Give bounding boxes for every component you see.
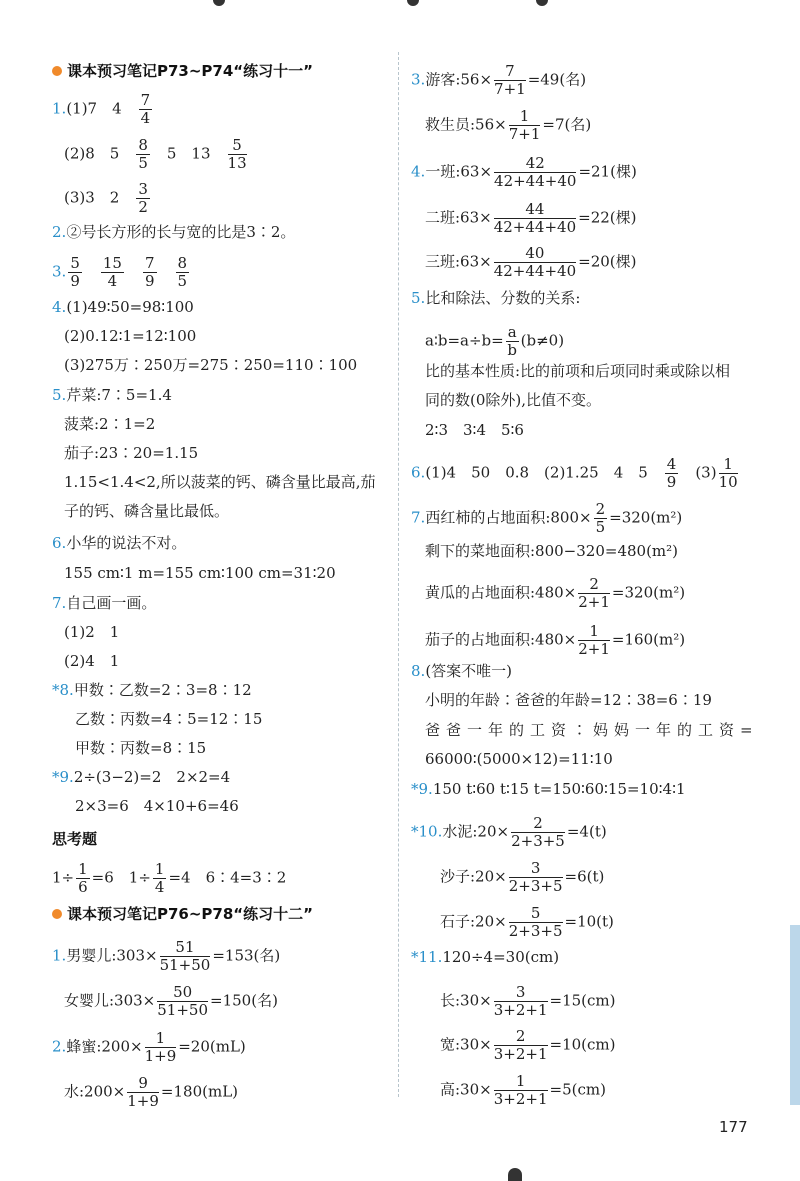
answer-line: 救生员:56× $\frac{1}{7+1}$ =7(名) [425, 107, 592, 143]
answer-line: 3. $\frac{5}{9}$ $\frac{15}{4}$ $\frac{7}{9}$ $\frac{8}{5}$ [52, 254, 188, 290]
answer-line: 茄子的占地面积:480× $\frac{1}{2+1}$ =160(m²) [425, 622, 686, 658]
answer-line: 爸爸一年的工资∶妈妈一年的工资= [425, 721, 759, 739]
answer-line: 三班:63× $\frac{40}{42+44+40}$ =20(棵) [425, 244, 637, 280]
answer-line: (2)8 5 $\frac{8}{5}$ 5 13 $\frac{5}{13}$ [64, 136, 247, 172]
bullet-dot-icon [52, 66, 62, 76]
answer-line: 水:200× $\frac{9}{1+9}$ =180(mL) [64, 1074, 239, 1110]
page-edge-tab [790, 925, 800, 1105]
answer-line: (1)2 1 [64, 623, 120, 641]
answer-line: 155 cm∶1 m=155 cm∶100 cm=31∶20 [64, 564, 336, 582]
answer-line: 石子:20× $\frac{5}{2+3+5}$ =10(t) [440, 904, 614, 940]
answer-line: 1.(1)7 4 $\frac{7}{4}$ [52, 91, 151, 127]
section-title: 课本预习笔记P73~P74“练习十一” [52, 60, 313, 81]
scan-mark [213, 0, 225, 6]
answer-line: 女婴儿:303× $\frac{50}{51+50}$ =150(名) [64, 983, 278, 1019]
bullet-dot-icon [52, 909, 62, 919]
answer-line: 5.芹菜:7∶5=1.4 [52, 386, 172, 404]
answer-line: 66000∶(5000×12)=11∶10 [425, 750, 613, 768]
column-divider [398, 52, 399, 1097]
answer-line: a∶b=a÷b= $\frac{a}{b}$ (b≠0) [425, 323, 565, 359]
thinking-title: 思考题 [52, 830, 98, 848]
answer-line: 高:30× $\frac{1}{3+2+1}$ =5(cm) [440, 1072, 606, 1108]
answer-line: 甲数∶丙数=8∶15 [75, 739, 207, 757]
scan-mark [407, 0, 419, 6]
scan-mark [536, 0, 548, 6]
answer-line: 乙数∶丙数=4∶5=12∶15 [75, 710, 263, 728]
answer-line: 3.游客:56× $\frac{7}{7+1}$ =49(名) [411, 62, 587, 98]
answer-line: 6.小华的说法不对。 [52, 534, 187, 552]
answer-line: 4.一班:63× $\frac{42}{42+44+40}$ =21(棵) [411, 154, 637, 190]
answer-line: (3)3 2 $\frac{3}{2}$ [64, 180, 148, 216]
answer-line: 小明的年龄∶爸爸的年龄=12∶38=6∶19 [425, 691, 712, 709]
answer-line: 2.②号长方形的长与宽的比是3∶2。 [52, 223, 296, 241]
answer-line: *10.水泥:20× $\frac{2}{2+3+5}$ =4(t) [411, 814, 607, 850]
answer-line: 2.蜂蜜:200× $\frac{1}{1+9}$ =20(mL) [52, 1029, 246, 1065]
answer-line: 1÷ $\frac{1}{6}$ =6 1÷ $\frac{1}{4}$ =4 6∶4=3∶2 [52, 860, 287, 896]
answer-line: 4.(1)49∶50=98∶100 [52, 298, 194, 316]
answer-line: *9.150 t∶60 t∶15 t=150∶60∶15=10∶4∶1 [411, 780, 686, 798]
answer-line: 2×3=6 4×10+6=46 [75, 797, 239, 815]
answer-line: 5.比和除法、分数的关系: [411, 289, 581, 307]
answer-line: 子的钙、磷含量比最低。 [64, 502, 230, 520]
answer-line: 黄瓜的占地面积:480× $\frac{2}{2+1}$ =320(m²) [425, 575, 686, 611]
answer-line: 6.(1)4 50 0.8 (2)1.25 4 5 $\frac{4}{9}$ (3) $\frac{1}{10}$ [411, 455, 738, 491]
answer-line: 8.(答案不唯一) [411, 662, 513, 680]
answer-line: 二班:63× $\frac{44}{42+44+40}$ =22(棵) [425, 200, 637, 236]
answer-line: 菠菜:2∶1=2 [64, 415, 156, 433]
page-number: 177 [719, 1118, 748, 1136]
answer-line: 沙子:20× $\frac{3}{2+3+5}$ =6(t) [440, 859, 605, 895]
section-title: 课本预习笔记P76~P78“练习十二” [52, 903, 313, 924]
answer-line: 宽:30× $\frac{2}{3+2+1}$ =10(cm) [440, 1027, 616, 1063]
answer-line: 1.15<1.4<2,所以菠菜的钙、磷含量比最高,茄 [64, 473, 376, 491]
answer-line: *11.120÷4=30(cm) [411, 948, 560, 966]
answer-line: 1.男婴儿:303× $\frac{51}{51+50}$ =153(名) [52, 938, 281, 974]
answer-line: (2)0.12∶1=12∶100 [64, 327, 197, 345]
answer-line: 7.自己画一画。 [52, 594, 157, 612]
answer-line: 比的基本性质:比的前项和后项同时乘或除以相 [425, 362, 731, 380]
answer-line: (2)4 1 [64, 652, 120, 670]
answer-line: *8.甲数∶乙数=2∶3=8∶12 [52, 681, 252, 699]
answer-line: 茄子:23∶20=1.15 [64, 444, 199, 462]
answer-line: 剩下的菜地面积:800−320=480(m²) [425, 542, 679, 560]
answer-line: *9.2÷(3−2)=2 2×2=4 [52, 768, 231, 786]
answer-line: (3)275万∶250万=275∶250=110∶100 [64, 356, 358, 374]
scan-mark [508, 1168, 522, 1181]
answer-line: 2∶3 3∶4 5∶6 [425, 421, 524, 439]
answer-line: 7.西红柿的占地面积:800× $\frac{2}{5}$ =320(m²) [411, 500, 683, 536]
answer-line: 长:30× $\frac{3}{3+2+1}$ =15(cm) [440, 983, 616, 1019]
answer-line: 同的数(0除外),比值不变。 [425, 391, 602, 409]
